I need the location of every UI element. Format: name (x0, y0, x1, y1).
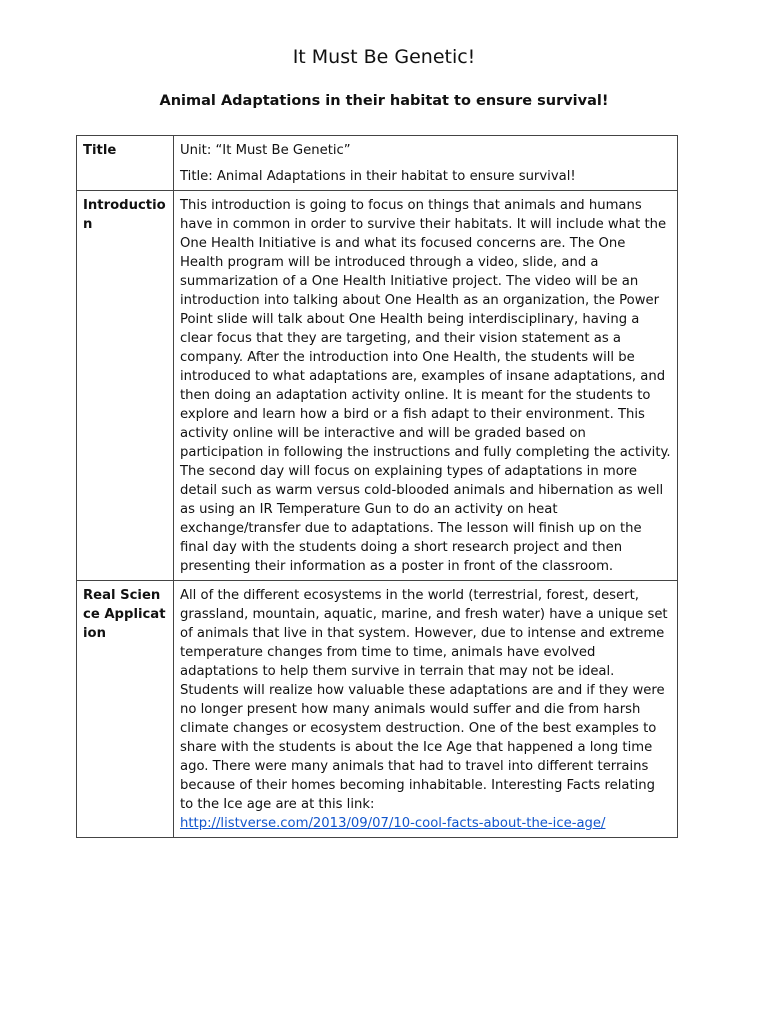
real-science-text: All of the different ecosystems in the world (terrestrial, forest, desert, grassland, mountain, aquatic, marine, and fresh water) have a unique set of animals that live in that system. However, due to intense and extreme temperature changes from time to time, animals have evolved adaptations to help them survive in terrain that may not be ideal. Students will realize how valuable these adaptations are and if they were no longer present how many animals would suffer and die from harsh climate changes or ecosystem destruction. One of the best examples to share with the students is about the Ice Age that happened a long time ago. There were many animals that had to travel into different terrains because of their homes becoming inhabitable. Interesting Facts relating to the Ice age are at this link: (180, 588, 668, 812)
document-subtitle: Animal Adaptations in their habitat to ensure survival! (159, 93, 609, 109)
row-label-title: Title (77, 136, 174, 191)
table-row-introduction (77, 191, 678, 581)
table-row-title (77, 136, 678, 191)
introduction-text: This introduction is going to focus on things that animals and humans have in common in order to survive their habitats. It will include what the One Health Initiative is and what its focused concerns are. The One Health program will be introduced through a video, slide, and a summarization of a One Health Initiative project. The video will be an introduction into talking about One Health as an organization, the Power Point slide will talk about One Health being interdisciplinary, having a clear focus that they are targeting, and their vision statement as a company. After the introduction into One Health, the students will be introduced to what adaptations are, examples of insane adaptations, and then doing an adaptation activity online. It is meant for the students to explore and learn how a bird or a fish adapt to their environment. This activity online will be interactive and will be graded based on participation in following the instructions and fully completing the activity. The second day will focus on explaining types of adaptations in more detail such as warm versus cold-blooded animals and hibernation as well as using an IR Temperature Gun to do an activity on heat exchange/transfer due to adaptations. The lesson will finish up on the final day with the students doing a short research project and then presenting their information as a poster in front of the classroom. (180, 198, 671, 574)
row-content-introduction (174, 191, 678, 581)
table-row-real-science-application (77, 581, 678, 838)
row-content-real-science-application (174, 581, 678, 838)
document-title: It Must Be Genetic! (292, 46, 476, 68)
title-text: Title: Animal Adaptations in their habitat to ensure survival! (180, 169, 576, 184)
ice-age-link-wrapper (180, 814, 671, 833)
ice-age-link[interactable]: http://listverse.com/2013/09/07/10-cool-facts-about-the-ice-age/ (180, 816, 606, 831)
row-label-introduction: Introduction (77, 191, 174, 581)
unit-text: Unit: “It Must Be Genetic” (180, 143, 351, 158)
lesson-table (76, 135, 678, 838)
row-content-title (174, 136, 678, 191)
row-label-real-science-application: Real Science Application (77, 581, 174, 838)
